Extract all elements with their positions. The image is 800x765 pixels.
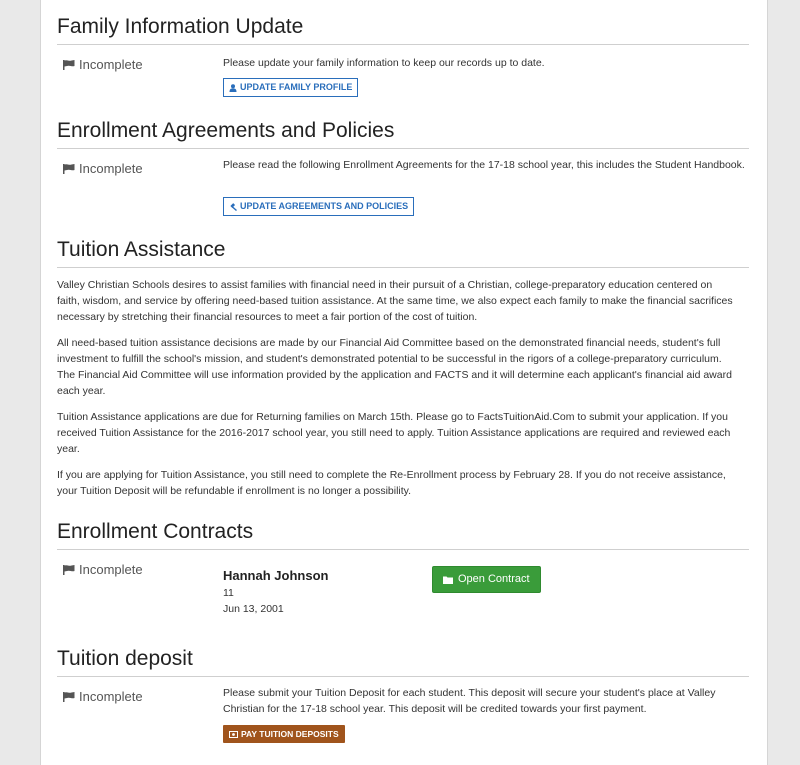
pay-tuition-deposits-label: PAY TUITION DEPOSITS (241, 729, 339, 739)
deposit-status-text: Incomplete (79, 689, 143, 704)
update-agreements-button[interactable] (223, 197, 414, 216)
tuition-assistance-section (57, 237, 749, 499)
tuition-assistance-paragraph: Valley Christian Schools desires to assist families with financial need in their pursuit of a Christian, college-preparatory education centered on faith, wisdom, and service by offering need-based tuition assistance. At the same time, we also expect each family to make the financial sacrifices necessary by stretching their financial resources to meet a fair portion of the cost of tuition. (57, 279, 733, 323)
folder-icon (443, 576, 453, 584)
deposit-status (63, 689, 143, 704)
open-contract-label: Open Contract (458, 573, 530, 585)
contracts-section-title: Enrollment Contracts (57, 519, 749, 550)
pay-tuition-deposits-button[interactable] (223, 725, 345, 743)
agreements-description: Please read the following Enrollment Agreements for the 17-18 school year, this includes the Student Handbook. (223, 159, 745, 171)
user-icon (229, 84, 237, 92)
gavel-icon (229, 203, 237, 211)
family-status-text: Incomplete (79, 57, 143, 72)
page-panel (40, 0, 768, 765)
deposit-section (57, 646, 749, 756)
family-status (63, 57, 143, 72)
tuition-assistance-paragraph: All need-based tuition assistance decisions are made by our Financial Aid Committee based on the demonstrated financial needs, student's full investment to fulfill the school's mission, and student's demonstrated potential to be successful in the rigors of a college-preparatory curriculum. The Financial Aid Committee will use information provided by the application and FACTS and it will determine each applicant's financial aid award each year. (57, 337, 732, 397)
agreements-status (63, 161, 143, 176)
agreements-section-title: Enrollment Agreements and Policies (57, 118, 749, 149)
deposit-section-title: Tuition deposit (57, 646, 749, 677)
money-icon (229, 731, 238, 738)
tuition-assistance-paragraph: If you are applying for Tuition Assistance, you still need to complete the Re-Enrollment process by February 28. If you do not receive assistance, your Tuition Deposit will be refundable if enrollment is no longer a possibility. (57, 469, 726, 497)
update-family-profile-label: UPDATE FAMILY PROFILE (240, 82, 353, 92)
family-section (57, 14, 749, 104)
student-grade: 11 (223, 587, 234, 599)
student-dob: Jun 13, 2001 (223, 603, 284, 615)
open-contract-button[interactable] (432, 566, 541, 593)
family-section-title: Family Information Update (57, 14, 749, 45)
student-info (223, 568, 328, 617)
student-name: Hannah Johnson (223, 568, 329, 583)
tuition-assistance-title: Tuition Assistance (57, 237, 749, 268)
tuition-assistance-paragraph: Tuition Assistance applications are due for Returning families on March 15th. Please go to FactsTuitionAid.Com to submit your application. If you received Tuition Assistance for the 2016-2017 school year, you still need to apply. Tuition Assistance applications are required and reviewed each year. (57, 411, 731, 455)
family-description: Please update your family information to keep our records up to date. (223, 57, 545, 69)
contracts-section (57, 519, 749, 629)
agreements-status-text: Incomplete (79, 161, 143, 176)
update-family-profile-button[interactable] (223, 78, 358, 97)
agreements-section (57, 118, 749, 228)
flag-icon (63, 692, 75, 702)
update-agreements-label: UPDATE AGREEMENTS AND POLICIES (240, 201, 409, 211)
flag-icon (63, 565, 75, 575)
contracts-status-text: Incomplete (79, 562, 143, 577)
contracts-status (63, 562, 143, 577)
flag-icon (63, 60, 75, 70)
flag-icon (63, 164, 75, 174)
deposit-description: Please submit your Tuition Deposit for each student. This deposit will secure your student's place at Valley Christian for the 17-18 school year. This deposit will be credited towards your first payment. (223, 687, 716, 715)
